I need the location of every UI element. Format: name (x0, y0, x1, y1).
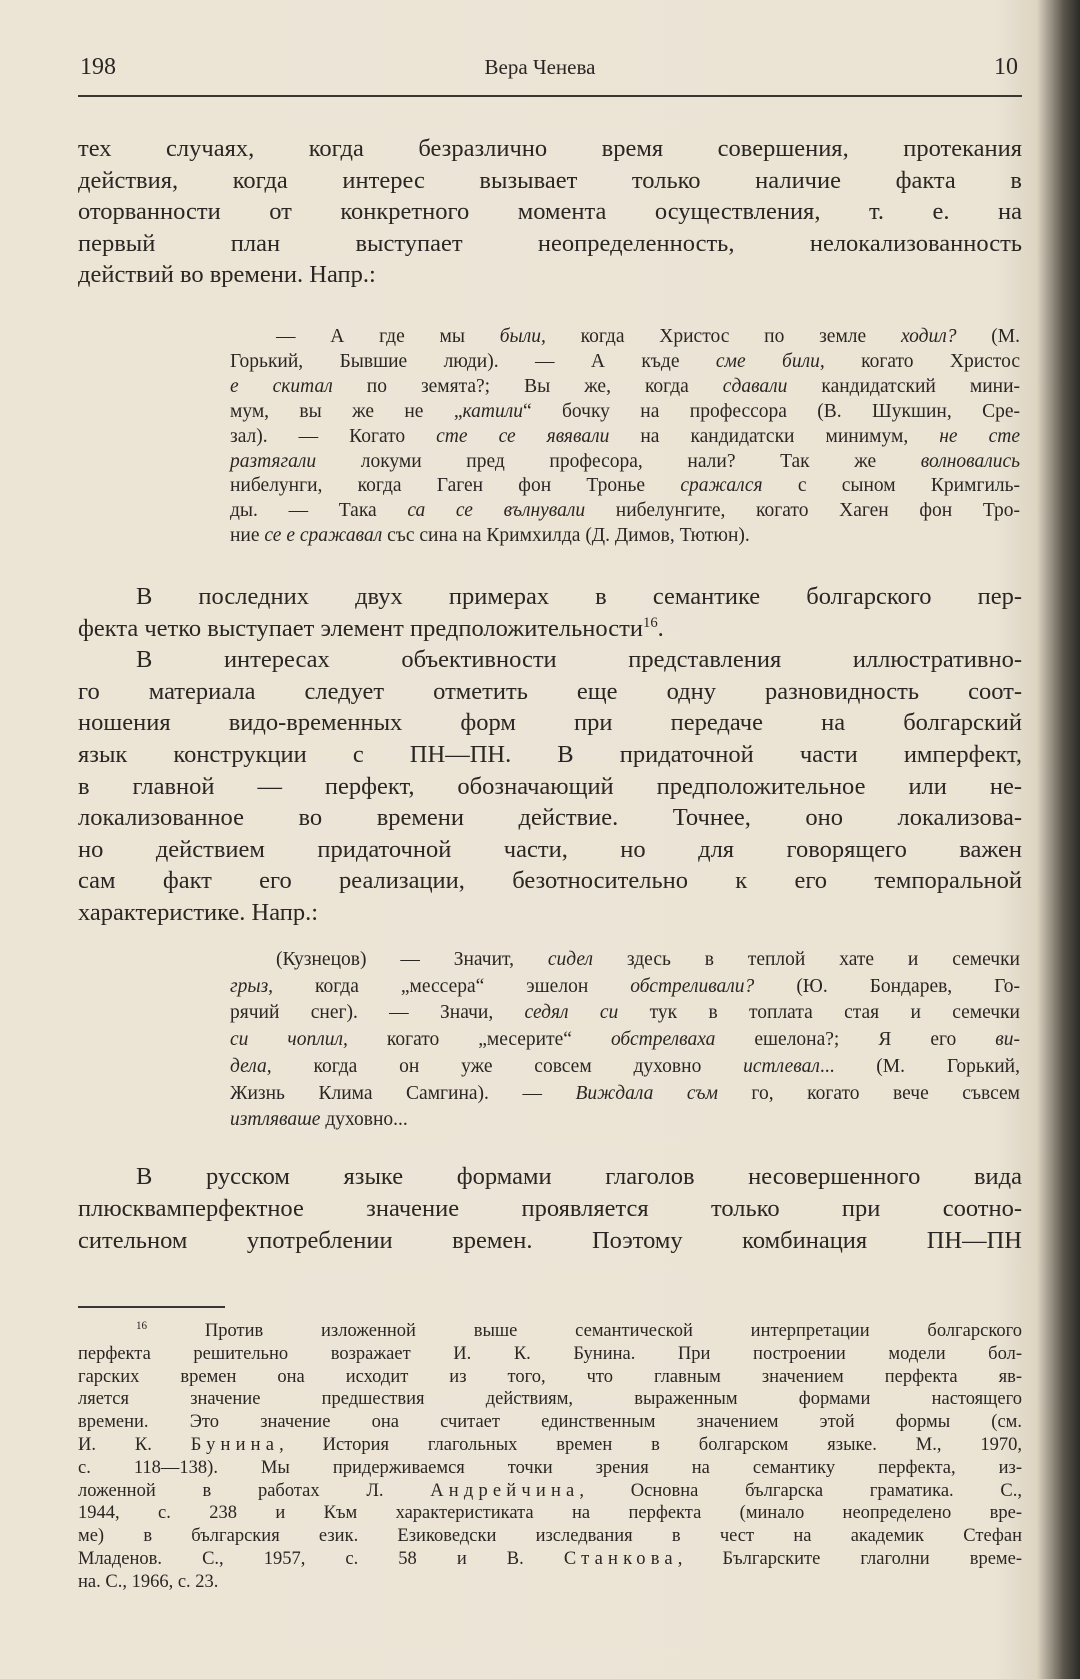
text-run: . (657, 614, 664, 642)
italic-example: обстрелваха (610, 1029, 716, 1051)
text-line (78, 1502, 1022, 1525)
text-line (78, 1388, 1022, 1411)
text-line (78, 1525, 1022, 1548)
italic-example: обстреливали? (630, 975, 755, 997)
text-run: язык конструкции с ПН—ПН. В придаточной части имперфект, (78, 740, 1022, 768)
text-line (78, 165, 1022, 197)
text-line (78, 1434, 1022, 1457)
text-line (230, 350, 1020, 375)
text-run: — А где мы (276, 326, 500, 347)
italic-example: не сте (939, 425, 1020, 447)
paragraph-russian (78, 1161, 1022, 1257)
quote-example-1 (230, 325, 1020, 549)
text-run: оторванности от конкретного момента осуществления, т. е. на (78, 198, 1022, 225)
italic-example: были, (499, 326, 546, 347)
text-line (78, 1366, 1022, 1389)
text-run: (Ю. Бондарев, Го- (754, 975, 1020, 997)
text-run: “ бочку на профессора (В. Шукшин, Сре- (522, 400, 1020, 422)
italic-example: ви- (995, 1029, 1020, 1051)
paragraph-intro (78, 133, 1022, 291)
text-run: го материала следует отметить еще одну разновидность соот- (78, 677, 1022, 705)
footnote-16 (78, 1320, 1022, 1594)
text-line (78, 644, 1022, 676)
text-run: действий во времени. Напр.: (78, 261, 376, 288)
text-run: В русском языке формами глаголов несовершенного вида (136, 1163, 1022, 1190)
text-run: по земята?; Вы же, когда (332, 375, 723, 397)
text-run: когда он уже совсем духовно (271, 1055, 744, 1077)
text-run: на. С., 1966, с. 23. (78, 1571, 219, 1592)
text-line (230, 450, 1020, 475)
text-run: локуми пред професора, нали? Так же (316, 450, 921, 472)
text-run: ношения видо-временных форм при передаче на болгарский (78, 709, 1022, 737)
text-line (78, 676, 1022, 708)
text-line (78, 707, 1022, 739)
italic-example: Виждала съм (575, 1082, 718, 1104)
text-line (230, 1107, 1020, 1134)
text-run: когато Христос (824, 350, 1020, 372)
text-line (230, 499, 1020, 524)
text-run: духовно... (320, 1109, 408, 1131)
text-run: в главной — перфект, обозначающий предположительное или не- (78, 772, 1022, 800)
text-line (230, 524, 1020, 549)
text-run: мум, вы же не „ (230, 400, 463, 422)
paragraph-discussion (78, 581, 1022, 929)
text-run: когда Христос по земле (545, 326, 901, 347)
text-run: Жизнь Клима Самгина). — (230, 1082, 576, 1104)
italic-example: истлевал (743, 1055, 820, 1077)
text-run: первый план выступает неопределенность, нелокализованность (78, 229, 1022, 257)
text-run: го, когато вече съвсем (717, 1082, 1021, 1104)
italic-example: изтляваше (230, 1109, 321, 1131)
text-line (78, 1225, 1022, 1257)
text-run: когато „месерите“ (347, 1029, 611, 1051)
text-run: перфекта решительно возражает И. К. Бунина. При построении модели бол- (78, 1343, 1022, 1364)
text-line (230, 1054, 1020, 1081)
text-line (78, 133, 1022, 165)
text-line (78, 1571, 1022, 1594)
text-line (78, 771, 1022, 803)
spaced-author-name: Станкова (563, 1548, 678, 1569)
text-run: ешелона?; Я его (715, 1029, 996, 1051)
italic-example: седял си (524, 1002, 619, 1024)
italic-example: сражался (680, 475, 763, 497)
text-run: сам факт его реализации, безотносительно к его темпоральной (78, 867, 1022, 895)
text-run: когда „мессера“ эшелон (273, 975, 631, 997)
text-line (78, 581, 1022, 613)
text-line (230, 1000, 1020, 1027)
italic-example: се е сражавал (264, 525, 383, 547)
italic-example: сте се явявали (436, 425, 610, 447)
text-run: действия, когда интерес вызывает только наличие факта в (78, 166, 1022, 194)
text-line (78, 196, 1022, 228)
italic-example: катили (462, 400, 523, 422)
section-number: 10 (994, 54, 1018, 80)
text-line (230, 974, 1020, 1001)
text-run: ды. — Така (230, 500, 408, 522)
text-line (78, 802, 1022, 834)
text-run: Горький, Бывшие люди). — А къде (230, 350, 716, 372)
text-line (78, 1457, 1022, 1480)
text-line (230, 325, 1020, 350)
text-run: (М. (956, 326, 1020, 347)
text-run: фекта четко выступает элемент предположительности (78, 614, 643, 642)
text-run: 1944, с. 238 и Към характеристиката на перфекта (минало неопределено вре- (78, 1503, 1022, 1524)
italic-example: е скитал (230, 375, 333, 397)
text-line (78, 228, 1022, 260)
text-line (230, 1027, 1020, 1054)
text-run: ние (230, 525, 265, 547)
text-run: нибелунги, когда Гаген фон Тронье (230, 475, 681, 497)
text-line (78, 1548, 1022, 1571)
text-line (230, 947, 1020, 974)
text-run: на кандидатски минимум, (609, 425, 940, 447)
text-run: с. 118—138). Мы придерживаемся точки зрения на семантику перфекта, из- (78, 1457, 1022, 1478)
text-run: (Кузнецов) — Значит, (276, 949, 548, 970)
text-run: Против изложенной выше семантической интерпретации болгарского (147, 1321, 1022, 1341)
text-line (78, 259, 1022, 291)
text-line (230, 474, 1020, 499)
text-run: рячий снег). — Значи, (230, 1002, 525, 1024)
italic-example: си чоплил, (230, 1029, 348, 1051)
italic-example: волновались (920, 450, 1020, 472)
text-run: с сыном Кримгиль- (762, 475, 1020, 497)
text-line (230, 425, 1020, 450)
text-line (78, 1320, 1022, 1343)
spaced-author-name: Бунина (190, 1434, 280, 1455)
text-run: плюсквамперфектное значение проявляется только при соотно- (78, 1195, 1022, 1222)
text-run: нибелунгите, когато Хаген фон Тро- (585, 500, 1021, 522)
text-run: , Основна българска граматика. С., (579, 1480, 1023, 1501)
italic-example: ходил? (900, 326, 957, 347)
text-line (230, 400, 1020, 425)
text-run: тук в топлата стая и семечки (618, 1002, 1020, 1024)
text-run: ... (М. Горький, (819, 1055, 1020, 1077)
text-run: локализованное во времени действие. Точнее, оно локализова- (78, 804, 1022, 832)
header-rule (78, 95, 1022, 97)
text-run: характеристике. Напр.: (78, 898, 319, 926)
text-run: но действием придаточной части, но для говорящего важен (78, 835, 1022, 863)
text-line (78, 1161, 1022, 1193)
text-line (78, 865, 1022, 897)
quote-example-2 (230, 947, 1020, 1134)
text-run: И. К. (78, 1434, 191, 1455)
text-line (230, 1081, 1020, 1108)
italic-example: сдавали (722, 375, 788, 397)
text-run: ме) в българския език. Езиковедски изследвания в чест на академик Стефан (78, 1526, 1022, 1547)
text-run: гарских времен она исходит из того, что главным значением перфекта яв- (78, 1366, 1022, 1387)
running-head-author: Вера Ченева (484, 55, 596, 79)
text-line (78, 1411, 1022, 1434)
text-run: сительном употреблении времен. Поэтому комбинация ПН—ПН (78, 1227, 1022, 1254)
spaced-author-name: Андрейчина (430, 1480, 580, 1501)
text-run: зал). — Когато (230, 425, 437, 447)
page-number: 198 (80, 54, 116, 80)
text-line (78, 1480, 1022, 1503)
italic-example: са се вълнували (407, 500, 586, 522)
text-line (230, 375, 1020, 400)
italic-example: разтягали (230, 450, 317, 472)
text-run: В последних двух примерах в семантике болгарского пер- (136, 583, 1022, 610)
text-run: , История глагольных времен в болгарском языке. М., 1970, (279, 1434, 1023, 1455)
footnote-marker: 16 (642, 614, 658, 631)
text-line (78, 739, 1022, 771)
italic-example: грыз, (230, 975, 274, 997)
text-line (78, 897, 1022, 929)
italic-example: сме били, (715, 350, 825, 372)
text-line (78, 834, 1022, 866)
footnote-marker: 16 (136, 1319, 148, 1332)
text-run: здесь в теплой хате и семечки (593, 949, 1020, 970)
text-run: , Българските глаголни време- (677, 1548, 1022, 1569)
italic-example: дела, (230, 1055, 272, 1077)
text-run: тех случаях, когда безразлично время совершения, протекания (78, 135, 1022, 162)
text-run: кандидатский мини- (787, 375, 1021, 397)
text-run: В интересах объективности представления иллюстративно- (136, 646, 1022, 674)
text-line (78, 1193, 1022, 1225)
text-run: ложенной в работах Л. (78, 1480, 431, 1501)
text-run: ляется значение предшествия действиям, выраженным формами настоящего (78, 1389, 1022, 1410)
text-run: Младенов. С., 1957, с. 58 и В. (78, 1548, 564, 1569)
text-run: времени. Это значение она считает единственным значением этой формы (см. (78, 1412, 1022, 1433)
italic-example: сидел (547, 949, 594, 970)
footnote-rule (78, 1306, 225, 1308)
text-run: със сина на Кримхилда (Д. Димов, Тютюн). (382, 525, 750, 547)
text-line (78, 613, 1022, 645)
text-line (78, 1343, 1022, 1366)
